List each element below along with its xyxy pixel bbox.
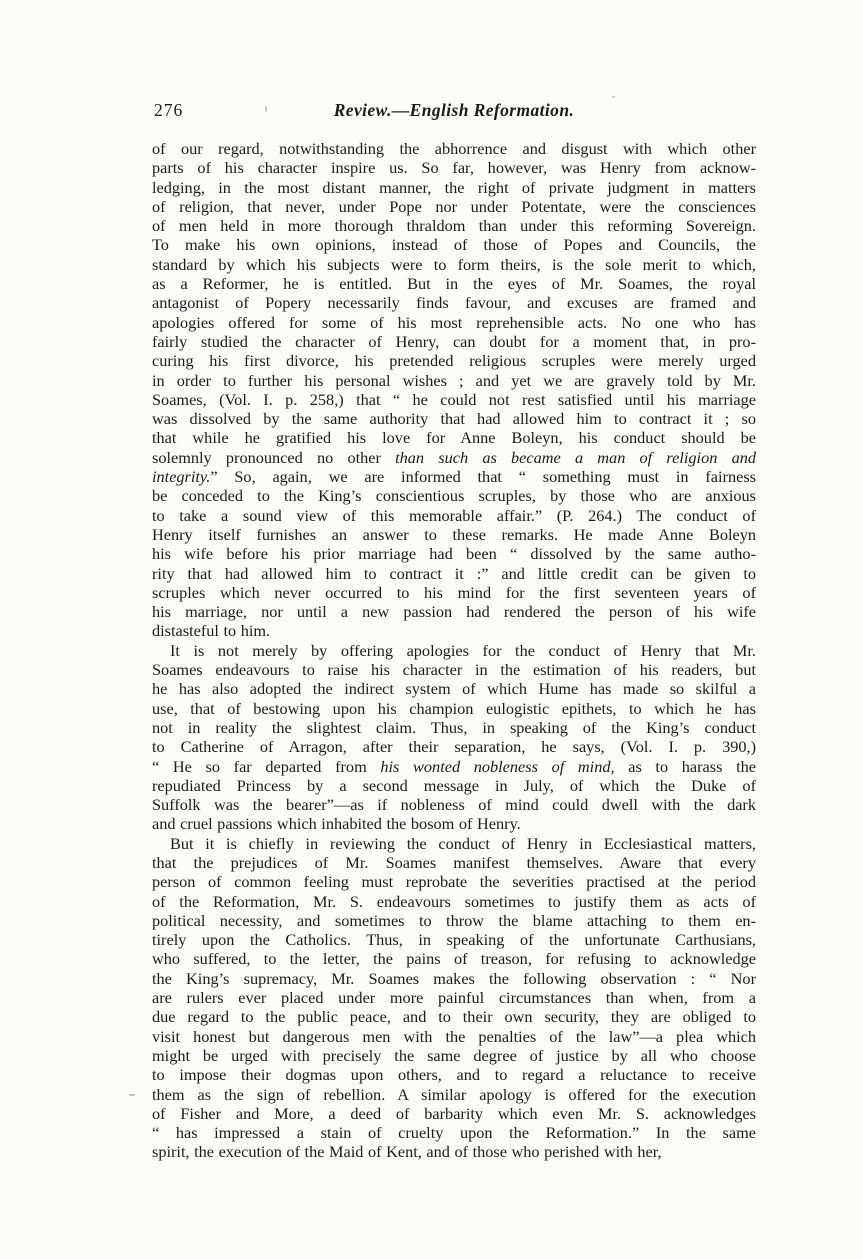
text-line: due regard to the public peace, and to their own security, they are obliged to xyxy=(152,1007,756,1027)
text-line: be conceded to the King’s conscientious scruples, by those who are anxious xyxy=(152,486,756,506)
running-title: Review.—English Reformation. xyxy=(333,100,575,120)
text-line: repudiated Princess by a second message in July, of which the Duke of xyxy=(152,775,756,795)
text-line: of our regard, notwithstanding the abhorrence and disgust with which other xyxy=(152,139,756,158)
text-line: fairly studied the character of Henry, can doubt for a moment that, in pro- xyxy=(152,331,756,351)
text-line: Suffolk was the bearer”—as if nobleness of mind could dwell with the dark xyxy=(152,795,756,815)
text-line: that the prejudices of Mr. Soames manifest themselves. Aware that every xyxy=(152,852,756,872)
text-line: apologies offered for some of his most reprehensible acts. No one who has xyxy=(152,312,756,332)
text-line: of men held in more thorough thraldom than under this reforming Sovereign. xyxy=(152,216,756,236)
text-line: integrity.” So, again, we are informed that “ something must in fairness xyxy=(152,467,756,487)
text-line: of religion, that never, under Pope nor under Potentate, were the consciences xyxy=(152,196,756,216)
text-line: rity that had allowed him to contract it :” and little credit can be given to xyxy=(152,563,756,583)
text-line: of Fisher and More, a deed of barbarity which even Mr. S. acknowledges xyxy=(152,1103,756,1123)
text-line: spirit, the execution of the Maid of Kent, and of those who perished with her, xyxy=(152,1142,662,1162)
text-line: ledging, in the most distant manner, the right of private judgment in matters xyxy=(152,177,756,197)
text-line: to Catherine of Arragon, after their separation, he says, (Vol. I. p. 390,) xyxy=(152,737,756,757)
text-line: to impose their dogmas upon others, and to regard a reluctance to receive xyxy=(152,1065,756,1085)
text-line: distasteful to him. xyxy=(152,621,271,641)
text-line: It is not merely by offering apologies for the conduct of Henry that Mr. xyxy=(170,640,756,660)
text-line: solemnly pronounced no other than such as became a man of religion and xyxy=(152,447,756,467)
text-line: his marriage, nor until a new passion had rendered the person of his wife xyxy=(152,602,756,622)
text-line: to take a sound view of this memorable affair.” (P. 264.) The conduct of xyxy=(152,505,756,525)
text-line: who suffered, to the letter, the pains of treason, for refusing to acknowledge xyxy=(152,949,756,969)
scan-artifact xyxy=(612,96,615,98)
text-line: that while he gratified his love for Anne Boleyn, his conduct should be xyxy=(152,428,756,448)
paragraph xyxy=(152,641,756,834)
text-line: are rulers ever placed under more painful circumstances than when, from a xyxy=(152,988,756,1008)
paragraph xyxy=(152,834,756,1162)
text-line: But it is chiefly in reviewing the conduct of Henry in Ecclesiastical matters, xyxy=(170,833,756,853)
text-line: standard by which his subjects were to form theirs, is the sole merit to which, xyxy=(152,254,756,274)
text-line: in order to further his personal wishes ; and yet we are gravely told by Mr. xyxy=(152,370,756,390)
text-line: “ has impressed a stain of cruelty upon the Reformation.” In the same xyxy=(152,1123,756,1143)
scan-artifact xyxy=(265,106,267,112)
text-line: tirely upon the Catholics. Thus, in speaking of the unfortunate Carthusians, xyxy=(152,930,756,950)
text-line: Soames endeavours to raise his character in the estimation of his readers, but xyxy=(152,660,756,680)
text-line: and cruel passions which inhabited the bosom of Henry. xyxy=(152,814,521,834)
body-text xyxy=(152,139,756,1162)
text-line: person of common feeling must reprobate the severities practised at the period xyxy=(152,872,756,892)
text-line: parts of his character inspire us. So far, however, was Henry from acknow- xyxy=(152,158,756,178)
running-head xyxy=(152,100,756,124)
text-line: antagonist of Popery necessarily finds favour, and excuses are framed and xyxy=(152,293,756,313)
text-line: was dissolved by the same authority that had allowed him to contract it ; so xyxy=(152,409,756,429)
text-line: Soames, (Vol. I. p. 258,) that “ he could not rest satisfied until his marriage xyxy=(152,389,756,409)
text-line: not in reality the slightest claim. Thus, in speaking of the King’s conduct xyxy=(152,717,756,737)
text-line: political necessity, and sometimes to throw the blame attaching to them en- xyxy=(152,910,756,930)
text-line: as a Reformer, he is entitled. But in the eyes of Mr. Soames, the royal xyxy=(152,274,756,294)
text-line: his wife before his prior marriage had been “ dissolved by the same autho- xyxy=(152,544,756,564)
page-number: 276 xyxy=(154,100,184,120)
text-line: Henry itself furnishes an answer to these remarks. He made Anne Boleyn xyxy=(152,524,756,544)
text-line: curing his first divorce, his pretended religious scruples were merely urged xyxy=(152,351,756,371)
text-line: of the Reformation, Mr. S. endeavours sometimes to justify them as acts of xyxy=(152,891,756,911)
text-line: might be urged with precisely the same degree of justice by all who choose xyxy=(152,1045,756,1065)
scan-artifact xyxy=(129,1094,135,1096)
text-line: “ He so far departed from his wonted nobleness of mind, as to harass the xyxy=(152,756,756,776)
text-line: To make his own opinions, instead of those of Popes and Councils, the xyxy=(152,235,756,255)
text-line: the King’s supremacy, Mr. Soames makes the following observation : “ Nor xyxy=(152,968,756,988)
text-line: visit honest but dangerous men with the penalties of the law”—a plea which xyxy=(152,1026,756,1046)
text-line: he has also adopted the indirect system of which Hume has made so skilful a xyxy=(152,679,756,699)
text-line: use, that of bestowing upon his champion eulogistic epithets, to which he has xyxy=(152,698,756,718)
paragraph xyxy=(152,139,756,641)
text-line: scruples which never occurred to his mind for the first seventeen years of xyxy=(152,582,756,602)
text-line: them as the sign of rebellion. A similar apology is offered for the execution xyxy=(152,1084,756,1104)
